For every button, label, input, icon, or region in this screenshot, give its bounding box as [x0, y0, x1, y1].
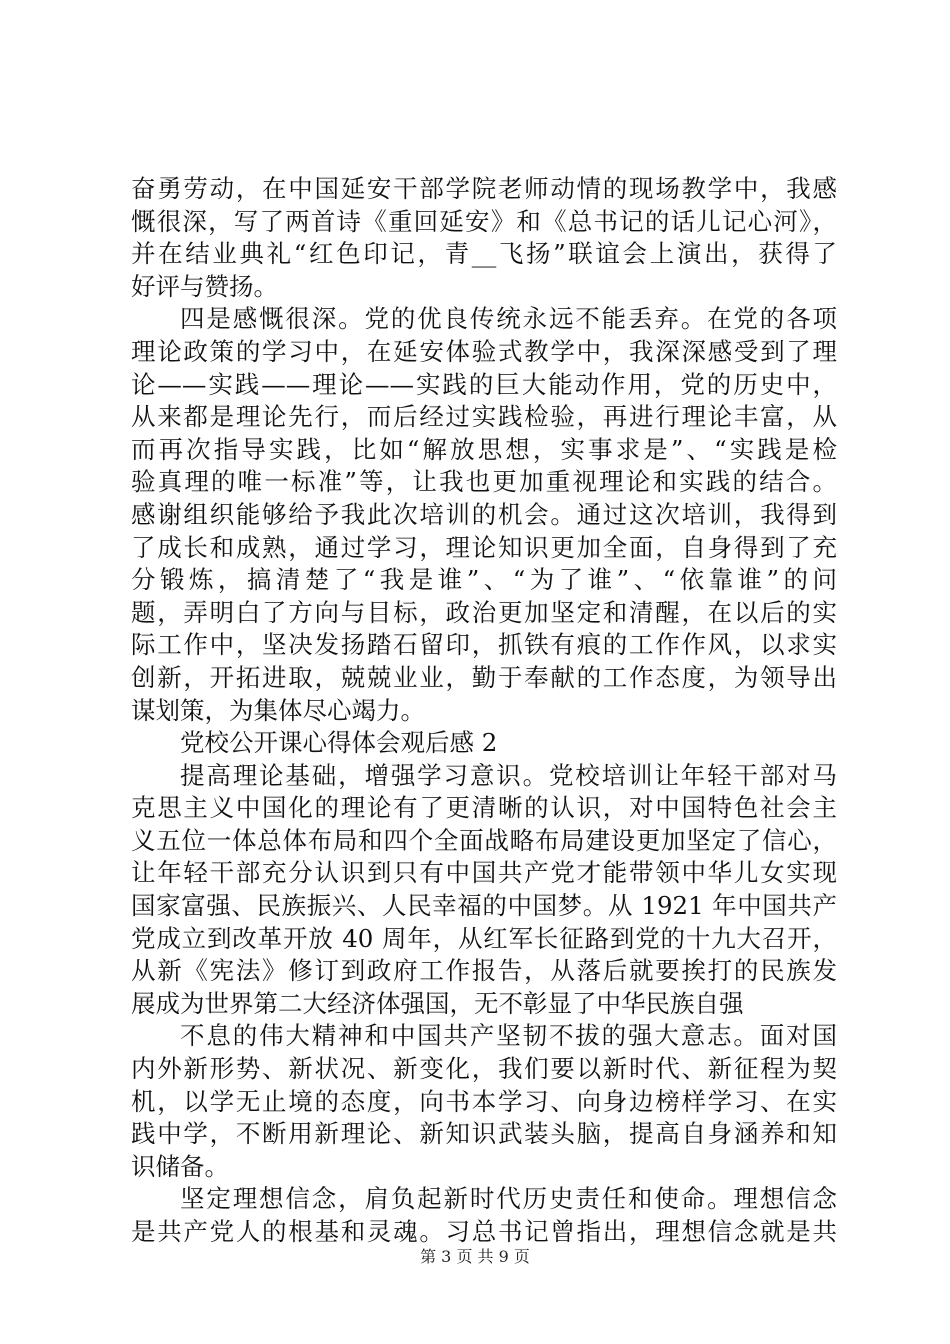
- text-line: 践中学，不断用新理论、新知识武装头脑，提高自身涵养和知: [131, 1119, 837, 1149]
- text-line: 感谢组织能够给予我此次培训的机会。通过这次培训，我得到: [131, 499, 837, 529]
- text-line: 并在结业典礼“红色印记，青__飞扬”联谊会上演出，获得了: [131, 239, 837, 269]
- text-line: 让年轻干部充分认识到只有中国共产党才能带领中华儿女实现: [131, 858, 837, 888]
- text-line: 理论政策的学习中，在延安体验式教学中，我深深感受到了理: [131, 336, 837, 366]
- text-line: 而再次指导实践，比如“解放思想，实事求是”、“实践是检: [131, 434, 837, 464]
- text-line: 题，弄明白了方向与目标，政治更加坚定和清醒，在以后的实: [131, 597, 837, 627]
- text-line: 坚定理想信念，肩负起新时代历史责任和使命。理想信念: [180, 1184, 837, 1214]
- text-line: 党成立到改革开放 40 周年，从红军长征路到党的十九大召开，: [131, 923, 837, 953]
- text-line: 提高理论基础，增强学习意识。党校培训让年轻干部对马: [180, 760, 837, 790]
- text-line: 创新，开拓进取，兢兢业业，勤于奉献的工作态度，为领导出: [131, 662, 837, 692]
- text-line: 是共产党人的根基和灵魂。习总书记曾指出，理想信念就是共: [131, 1217, 837, 1246]
- text-line: 机，以学无止境的态度，向书本学习、向身边榜样学习、在实: [131, 1086, 837, 1116]
- text-line: 了成长和成熟，通过学习，理论知识更加全面，自身得到了充: [131, 532, 837, 562]
- text-line: 谋划策，为集体尽心竭力。: [131, 695, 425, 725]
- text-line: 义五位一体总体布局和四个全面战略布局建设更加坚定了信心，: [131, 825, 837, 855]
- text-line: 奋勇劳动，在中国延安干部学院老师动情的现场教学中，我感: [131, 174, 837, 203]
- text-line: 四是感慨很深。党的优良传统永远不能丢弃。在党的各项: [180, 304, 837, 334]
- text-line: 展成为世界第二大经济体强国，无不彰显了中华民族自强: [131, 988, 744, 1018]
- text-line: 从新《宪法》修订到政府工作报告，从落后就要挨打的民族发: [131, 956, 837, 986]
- text-line: 分锻炼，搞清楚了“我是谁”、“为了谁”、“依靠谁”的问: [131, 565, 837, 595]
- page-footer: 第 3 页 共 9 页: [420, 1247, 530, 1266]
- text-line: 验真理的唯一标准”等，让我也更加重视理论和实践的结合。: [131, 467, 837, 497]
- text-line: 国家富强、民族振兴、人民幸福的中国梦。从 1921 年中国共产: [131, 891, 837, 921]
- text-line: 党校公开课心得体会观后感 2: [180, 728, 498, 758]
- text-line: 好评与赞扬。: [131, 271, 278, 301]
- text-line: 际工作中，坚决发扬踏石留印，抓铁有痕的工作作风，以求实: [131, 630, 837, 660]
- text-line: 识储备。: [131, 1151, 229, 1181]
- body-text: [131, 173, 837, 1249]
- text-line: 论——实践——理论——实践的巨大能动作用，党的历史中，: [131, 369, 837, 399]
- text-line: 不息的伟大精神和中国共产坚韧不拔的强大意志。面对国: [180, 1021, 837, 1051]
- text-line: 克思主义中国化的理论有了更清晰的认识，对中国特色社会主: [131, 793, 837, 823]
- text-line: 从来都是理论先行，而后经过实践检验，再进行理论丰富，从: [131, 402, 837, 432]
- text-line: 慨很深，写了两首诗《重回延安》和《总书记的话儿记心河》，: [131, 206, 837, 236]
- text-line: 内外新形势、新状况、新变化，我们要以新时代、新征程为契: [131, 1054, 837, 1084]
